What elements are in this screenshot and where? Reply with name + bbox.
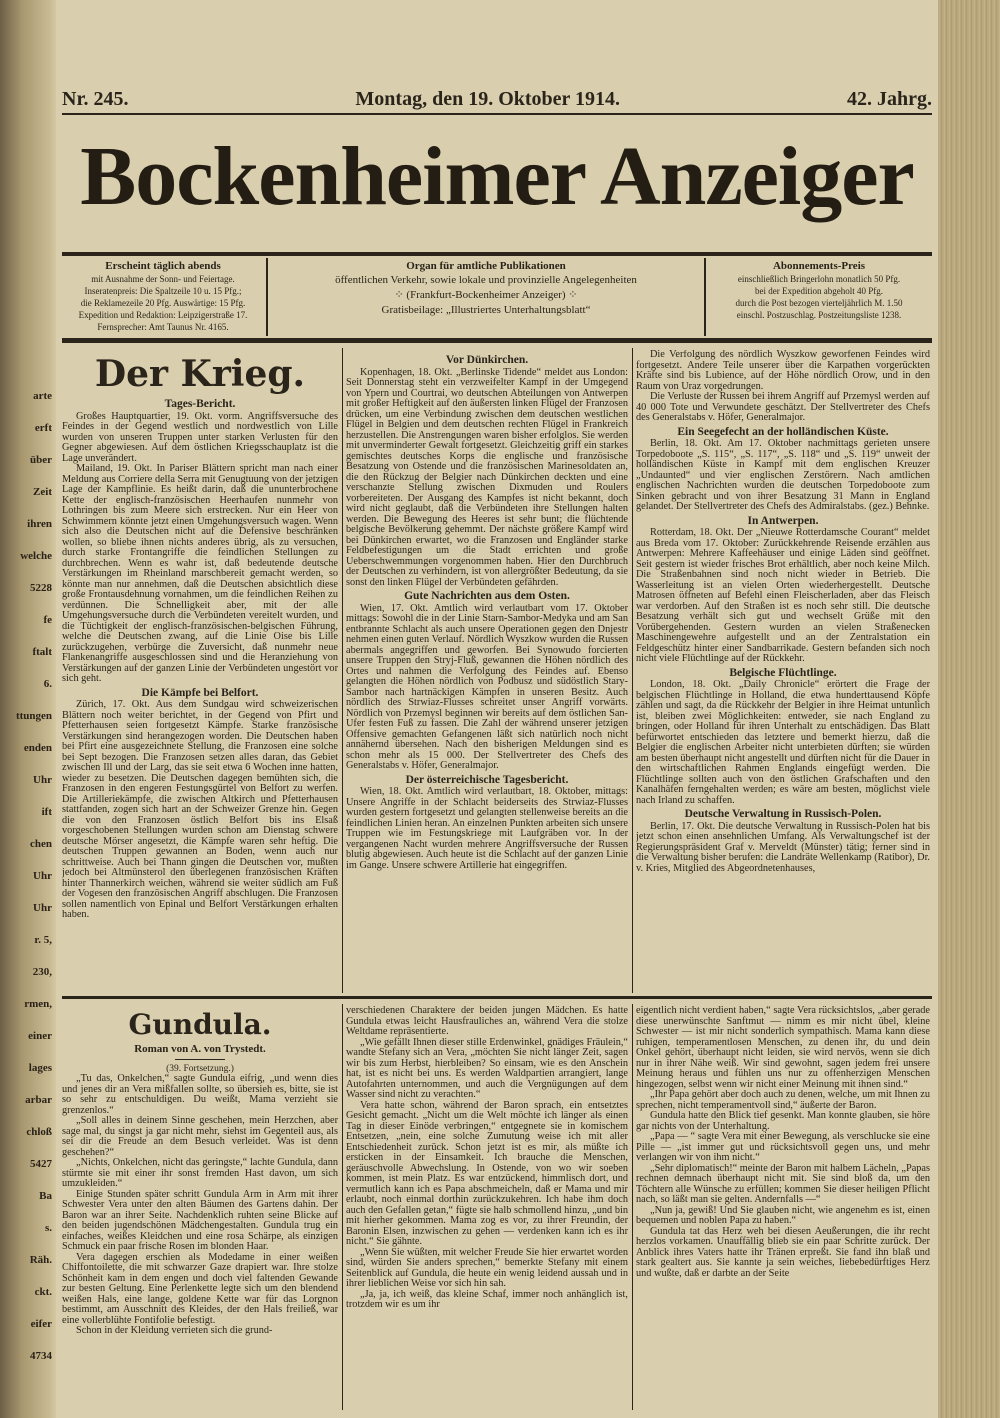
novel-paragraph: Einige Stunden später schritt Gundula Arm in Arm mit ihrer Schwester Vera unter den alten Bäumen des Gartens dahin. Der Baron war an ihrer Seite. Nachdenklich ruhten seine Blicke auf den beiden jugendschönen Mädchengestalten. Gundula trug ein einfaches, weißes Kleidchen und eine rosa Schärpe, als einzigen Schmuck ein paar frische Rosen im blonden Haar. bbox=[62, 1188, 338, 1252]
divider bbox=[62, 113, 932, 115]
novel-installment: (39. Fortsetzung.) bbox=[166, 1063, 234, 1074]
previous-page-fragment: Uhr bbox=[33, 870, 52, 882]
divider bbox=[62, 252, 932, 256]
previous-page-fragment: ift bbox=[41, 806, 52, 818]
previous-page-fragment: r. 5, bbox=[34, 934, 52, 946]
previous-page-fragment: s. bbox=[44, 1222, 52, 1234]
article-paragraph: Wien, 18. Okt. Amtlich wird verlautbart, 18. Oktober, mittags: Unsere Angriffe in der Schlacht beiderseits des Strwiaz-Flusses wurden gestern fortgesetzt und gelangten stellenweise bereits an die feindlichen Linien heran. An einzelnen Punkten arbeiten sich unsere Truppen wie im Festungskriege mit Laufgräben vor. In der vergangenen Nacht wurden mehrere Angriffsversuche der Russen blutig abgewiesen. Auch heute ist die Schlacht auf der ganzen Linie im Gange. Unsere schwere Artillerie hat eingegriffen. bbox=[346, 786, 628, 871]
feuilleton-column-3 bbox=[636, 1006, 930, 1410]
previous-page-fragment: Uhr bbox=[33, 774, 52, 786]
info-line: mit Ausnahme der Sonn- und Feiertage. bbox=[91, 274, 235, 284]
previous-page-fragment: fe bbox=[43, 614, 52, 626]
info-line: einschl. Postzuschlag. Postzeitungsliste 1238. bbox=[736, 310, 902, 320]
article-paragraph: Berlin, 17. Okt. Die deutsche Verwaltung in Russisch-Polen hat bis jetzt schon einen ansehnlichen Umfang. Als Verwaltungschef ist der Regierungspräsident Graf v. Merveldt (Münster) tätig; ferner sind in die Verwaltung bisher berufen: die Landräte Wellenkamp (Ratibor), Dr. v. Kries, Mitglied des Abgeordnetenhauses, bbox=[636, 820, 930, 874]
divider bbox=[266, 258, 268, 336]
issue-number: Nr. 245. bbox=[62, 88, 129, 110]
previous-page-fragment: arte bbox=[33, 390, 52, 402]
divider bbox=[704, 258, 706, 336]
previous-page-fragment: ftalt bbox=[32, 646, 52, 658]
previous-page-fragment: 230, bbox=[32, 966, 52, 978]
column-1 bbox=[62, 348, 338, 993]
article-paragraph: Wien, 17. Okt. Amtlich wird verlautbart vom 17. Oktober mittags: Sowohl die in der Linie Starn-Sambor-Medyka und am San entbrannte Schlacht als auch unsere Operationen gegen den Dnjestr nehmen einen guten Verlauf. Nördlich Wyszkow wurden die Russen abermals angegriffen und geworfen. Bei Synowudo forcierten unsere Truppen den Stryj-Fluß, gewannen die Höhen nördlich des Ortes und nahmen die Verfolgung des Feindes auf. Ebenso gelangten die Höhen nördlich von Podbusz und südöstlich Stary-Sambor nach hartnäckigen Kämpfen in unseren Besitz. Auch nördlich des Strwiaz-Flusses schreitet unser Angriff vorwärts. Nördlich von Przemysl beginnen wir bereits auf dem östlichen San-Ufer festen Fuß zu fassen. Die Zahl der während unserer jetzigen Offensive gemachten Gefangenen läßt sich natürlich noch nicht annähernd übersehen. Nach den bisherigen Meldungen sind es schon mehr als 15 000. Der Stellvertreter des Chefs des Generalstabs v. Höfer, Generalmajor. bbox=[346, 602, 628, 771]
info-line: bei der Expedition abgeholt 40 Pfg. bbox=[755, 286, 883, 296]
article-heading: Tages-Bericht. bbox=[164, 398, 236, 410]
info-line: öffentlichen Verkehr, sowie lokale und provinzielle Angelegenheiten bbox=[335, 274, 637, 286]
info-line: Fernsprecher: Amt Taunus Nr. 4165. bbox=[97, 322, 229, 332]
previous-page-fragment: Zeit bbox=[33, 486, 52, 498]
feuilleton-column-2 bbox=[346, 1006, 628, 1410]
novel-paragraph: verschiedenen Charaktere der beiden jungen Mädchen. Es hatte Gundula etwas leicht Hausfrauliches an, während Vera die stolze Weltdame repräsentierte. bbox=[346, 1006, 628, 1037]
previous-page-fragment: 5228 bbox=[30, 582, 52, 594]
previous-page-fragment: Räh. bbox=[29, 1254, 52, 1266]
divider bbox=[175, 1059, 225, 1060]
novel-paragraph: „Nichts, Onkelchen, nicht das geringste,“ lachte Gundula, dann stürmte sie mit einer ihr sonst fremden Hast davon, um sich umzukleiden.“ bbox=[62, 1157, 338, 1189]
article-paragraph: Kopenhagen, 18. Okt. „Berlinske Tidende“ meldet aus London: Seit Donnerstag steht ein verzweifelter Kampf in der Umgegend von Ypern und Courtrai, wo deutschen Abteilungen von Antwerpen mit großer Heftigkeit auf den äußersten linken Flügel der Franzosen drücken, um eine Verbindung zwischen dem deutschen westlichen Flügel in Belgien und dem deutschen rechten Flügel in Frankreich herzustellen. Die Anstrengungen waren bisher erfolglos. Sie werden mit unverminderter Gewalt fortgesetzt. Gleichzeitig griff ein starkes gemischtes deutsches Korps die englische und französische Besatzung von Ostende und die französischen Marinesoldaten an, die den Rückzug der Belgier nach Dünkirchen deckten und eine verschanzte Stellung zwischen Dixmuden und Roulers vorbereiteten. Der Ausgang des Kampfes ist nicht bekannt, doch wird nicht geglaubt, daß die Verbündeten ihre Stellungen halten werden. Die Bewegung des Heeres ist sehr bunt; die flüchtende belgische Bevölkerung gehemmt. Der nächste größere Kampf wird bei Dünkirchen erwartet, wo die Franzosen und Engländer starke Feldbefestigungen um die Stadt errichten und große Ueberschwemmungen vorgenommen haben. Hier den Durchbruch der Deutschen zu verhindern, ist von allergrößter Bedeutung, da sie sonst den linken Flügel der Verbündeten gefährden. bbox=[346, 366, 628, 588]
info-publication bbox=[62, 260, 264, 336]
novel-paragraph: „Papa — “ sagte Vera mit einer Bewegung, als verschlucke sie eine Pille — „ist immer gut und rücksichtsvoll gegen uns, und mehr verlangen wir von ihm nicht.“ bbox=[636, 1131, 930, 1163]
novel-title: Gundula. bbox=[128, 1008, 272, 1041]
previous-page-fragment: 4734 bbox=[30, 1350, 52, 1362]
article-heading: Die Kämpfe bei Belfort. bbox=[141, 686, 259, 699]
article-heading: Vor Dünkirchen. bbox=[445, 354, 529, 366]
article-heading: In Antwerpen. bbox=[747, 514, 819, 527]
novel-paragraph: Vera hatte schon, während der Baron sprach, ein entsetztes Gesicht gemacht. „Nicht um die Welt möchte ich länger als einen Tag in dieser Einöde verbringen,“ entgegnete sie in komischem Entsetzen, „nein, eine solche Zumutung weise ich mit aller Entschiedenheit zurück. Schon jetzt ist es mir, als müßte ich ersticken in der Einsamkeit. Ich brauche die Menschen, geräuschvolle Abwechslung. In Ostende, von wo wir soeben kommen, ist mein Platz. Es war entzückend, himmlisch dort, und vermutlich kann ich es Papa abschmeicheln, daß er Mama und mir erlaubt, noch einmal dorthin zurückzukehren. Ich habe ihm doch auch den Gefallen getan,“ fügte sie halb schmollend hinzu, „und bin mit hierher gekommen. Mama zog es vor, zu ihrer Freundin, der Baronin Elsen, inzwischen zu gehen — verdenken kann ich es ihr nicht.“ Sie gähnte. bbox=[346, 1099, 628, 1247]
previous-page-fragment: 6. bbox=[43, 678, 52, 690]
article-paragraph: Mailand, 19. Okt. In Pariser Blättern spricht man nach einer Meldung aus Corriere della Serra mit Genugtuung von der jetzigen Lage der Kampflinie. Es heißt darin, daß die ununterbrochene Kette der englisch-französischen Heerhaufen nunmehr von Lothringen bis zum Meere sich erstrecken. Nur ein Heer von Schwimmern könnte jetzt einen Umgehungsversuch wagen. Wenn sich also die Deutschen nicht auf die Defensive beschränken wollen, so bliebe ihnen nichts anderes übrig, als zu versuchen, durch starke Frontangriffe die feindlichen Stellungen zu durchbrechen. Wenn es wahr ist, daß bedeutende deutsche Verstärkungen im Rheinland marschbereit gemacht werden, so könnte man nur annehmen, daß die Deutschen absichtlich diese große Frontausdehnung vornahmen, um die feindlichen Reihen zu verdünnen. Die Schnelligkeit aber, mit der alle Umgehungsversuche durch die Verbündeten vereitelt wurden, und die Tüchtigkeit der englisch-französischen-belgischen Führung, welche die Deutschen zwang, auf die Linie Oise bis Lille zurückzugehen, verbürge die Zuversicht, daß nunmehr neue Flankenangriffe ausgeschlossen sind und die Heranziehung von Verstärkungen auf der ganzen Linie der Verbündeten ungestört vor sich geht. bbox=[62, 463, 338, 684]
article-heading: Belgische Flüchtlinge. bbox=[729, 666, 837, 679]
page-stack-edge bbox=[938, 0, 1000, 1418]
main-headline: Der Krieg. bbox=[94, 353, 306, 395]
novel-paragraph: Schon in der Kleidung verrieten sich die grund- bbox=[76, 1325, 273, 1336]
previous-page-fragment: eifer bbox=[30, 1318, 52, 1330]
article-paragraph: London, 18. Okt. „Daily Chronicle“ erörtert die Frage der belgischen Flüchtlinge in Holland, die etwa hunderttausend Köpfe zählen und sagt, da die Rückkehr der Belgier in ihre Heimat untunlich ist, bleiben zwei Möglichkeiten: entweder, sie nach England zu bringen, oder Holland für ihren Unterhalt zu entschädigen. Das Blatt befürwortet entschieden das letztere und bemerkt hierzu, daß die Belgier die englischen Arbeiter nicht unterbieten dürften; sie würden am besten überhaupt nicht angestellt und dürften nicht für die Dauer in den wirtschaftlichen Rahmen Englands eingefügt werden. Die Flüchtlinge sollten auch von den östlichen Grafschaften und den Kanalhäfen ferngehalten werden; es wäre am besten, möglichst viele nach Irland zu schaffen. bbox=[636, 679, 930, 806]
novel-paragraph: Vera dagegen erschien als Modedame in einer weißen Chiffontoilette, die mit schwarzer Gaze drapiert war. Ihre stolze Schönheit kam in dem engen und doch viel faltenden Gewande zur besten Geltung. Eine Perlenkette legte sich um den blendend weißen Hals, eine lange, goldene Kette war für das Lorgnon bestimmt, am Ausschnitt des Kleides, der den Hals freiließ, war eine vollerblühte Fontifolie befestigt. bbox=[62, 1251, 338, 1326]
column-divider bbox=[632, 348, 633, 993]
article-paragraph: Zürich, 17. Okt. Aus dem Sundgau wird schweizerischen Blättern noch weiter berichtet, in der Gegend von Pfirt und Pfetterhausen seien fortgesetzt Kämpfe. Starke französische Verstärkungen sind herangezogen worden. Die Deutschen haben bei Pfirt eine ausgezeichnete Stellung, die Franzosen eine solche bei Sept bezogen. Die Franzosen setzen alles daran, das Gebiet zwischen Ill und der Larg, das sie seit etwa 6 Wochen inne hatten, wieder zu besetzen. Die Deutschen dagegen bemühten sich, die Franzosen in den engeren Festungsgürtel von Belfort zu werfen. Die Artilleriekämpfe, die zwischen Altkirch und Pfetterhausen stattfanden, zogen sich hart an der Schweizer Grenze hin. Gegen die von den Franzosen östlich Belfort bis ins Elsaß vorgeschobenen Stellungen wurden schon am Dienstag schwere deutsche Mörser angesetzt, die Kämpfe waren sehr heftig. Die deutschen Truppen gewannen an Boden, wenn auch nur schrittweise. Auch bei Thann gingen die Deutschen vor, mußten jedoch bei Altmünsterol den überlegenen französischen Kräften hinter Thannerkirch weichen, während sie weiter südlich am Fuß der Vogesen den französischen Angriff abschlugen. Die Franzosen sollen namentlich von Epinal und Belfort Verstärkungen erhalten haben. bbox=[62, 699, 338, 920]
previous-page-fragment: ckt. bbox=[34, 1286, 52, 1298]
newspaper-page bbox=[56, 0, 938, 1418]
column-divider bbox=[342, 1004, 343, 1410]
novel-paragraph: „Wie gefällt Ihnen dieser stille Erdenwinkel, gnädiges Fräulein,“ wandte Stefany sich an Vera, „möchten Sie nicht länger Zeit, sagen wir bis zum Herbst, hierbleiben? So einsam, wie es den Anschein hat, ist es nicht bei uns. Es werden Waldpartien arrangiert, lange Autofahrten unternommen, und auch die Vergnügungen auf dem Wasser sind nicht zu verachten.“ bbox=[346, 1036, 628, 1100]
previous-page-fragment: ttungen bbox=[15, 710, 52, 722]
novel-paragraph: „Sehr diplomatisch!“ meinte der Baron mit halbem Lächeln, „Papas rechnen demnach überhaupt nicht mit. Sie sind bloß da, um den Töchtern alle Wünsche zu erfüllen; kommen Sie dieser heiligen Pflicht nach, so läßt man sie gelten. Andernfalls —“ bbox=[636, 1162, 930, 1205]
article-paragraph: Großes Hauptquartier, 19. Okt. vorm. Angriffsversuche des Feindes in der Gegend westlich und nordwestlich von Lille wurden von unseren Truppen unter starken Verlusten für den Gegner abgewiesen. Auf dem östlichen Kriegsschauplatz ist die Lage unverändert. bbox=[62, 410, 338, 464]
article-paragraph: Rotterdam, 18. Okt. Der „Nieuwe Rotterdamsche Courant“ meldet aus Breda vom 17. Oktober: Zurückkehrende Reisende erzählen aus Antwerpen: Mehrere Kaffeehäuser und einige Läden sind geöffnet. Seit gestern ist wieder frisches Brot erhältlich, aber noch keine Milch. Die Straßenbahnen sind noch nicht wieder in Betrieb. Die Wasserleitung ist an vielen Orten wiederhergestellt. Deutsche Matrosen öffneten auf Befehl einen Fleischerladen, aber das Fleisch war verdorben. Auf den Straßen ist es noch sehr still. Die deutsche Besatzung verhält sich gut und wechselt Grüße mit den Vorübergehenden. Gestern wurden an vielen Straßenecken Maschinengewehre aufgestellt und an der Zentralstation ein Feldgeschütz hinter einer Sandbarrikade. Gestern befanden sich noch nicht viele Flüchtlinge auf der Rückkehr. bbox=[636, 527, 930, 664]
previous-page-fragment: chloß bbox=[26, 1126, 52, 1138]
article-paragraph: Die Verfolgung des nördlich Wyszkow geworfenen Feindes wird fortgesetzt. Andere Teile unserer über die Karpathen vorgerückten Kräfte sind bis Lubience, auf der Höhe nördlich Orow, und in den Raum von Uraz vorgedrungen. bbox=[636, 350, 930, 392]
info-line: die Reklamezeile 20 Pfg. Auswärtige: 15 Pfg. bbox=[80, 298, 246, 308]
novel-paragraph: „Wenn Sie wüßten, mit welcher Freude Sie hier erwartet worden sind, würden Sie anders sprechen,“ bemerkte Stefany mit einem Seitenblick auf Gundula, die heute ein wenig leidend aussah und in ihrer lieblichen Weise vor sich hin sah. bbox=[346, 1246, 628, 1289]
info-line: Inseratenpreis: Die Spaltzeile 10 u. 15 Pfg.; bbox=[84, 286, 242, 296]
novel-paragraph: „Nun ja, gewiß! Und Sie glauben nicht, wie angenehm es ist, einen bequemen und noblen Papa zu haben.“ bbox=[636, 1204, 930, 1226]
column-divider bbox=[632, 1004, 633, 1410]
article-heading: Der österreichische Tagesbericht. bbox=[405, 773, 569, 786]
info-line: Erscheint täglich abends bbox=[105, 260, 221, 272]
previous-page-fragment: arbar bbox=[25, 1094, 52, 1106]
previous-page-fragment: lages bbox=[28, 1062, 52, 1074]
newspaper-name: Bockenheimer Anzeiger bbox=[80, 130, 914, 223]
column-divider bbox=[342, 348, 343, 993]
novel-paragraph: Gundula hatte den Blick tief gesenkt. Man konnte glauben, sie höre gar nichts von der Unterhaltung. bbox=[636, 1110, 930, 1132]
previous-page-fragment: ihren bbox=[27, 518, 52, 530]
novel-paragraph: „Ja, ja, ich weiß, das kleine Schaf, immer noch anhänglich ist, trotzdem wir es um ihr bbox=[346, 1288, 628, 1310]
article-paragraph: Die Verluste der Russen bei ihrem Angriff auf Przemysl werden auf 40 000 Tote und Verwundete geschätzt. Der Stellvertreter des Chefs des Generalstabs v. Höfer, Generalmajor. bbox=[636, 391, 930, 423]
novel-paragraph: „Soll alles in deinem Sinne geschehen, mein Herzchen, aber sage mal, du singst ja gar nicht mehr, siehst im Gegenteil aus, als sei dir die Freude an dem Besuch verleidet. Was ist denn geschehen?“ bbox=[62, 1115, 338, 1158]
novel-paragraph: Gundula tat das Herz weh bei diesen Aeußerungen, die ihr recht herzlos vorkamen. Unauffällig blieb sie ein paar Schritte zurück. Der Anblick ihres Vaters hatte ihr Tränen erpreßt. Sie fand ihn blaß und stark gealtert aus. Sie kannte ja sein weiches, liebebedürftiges Herz und wußte, daß er darbte an der Seite bbox=[636, 1225, 930, 1279]
novel-paragraph: eigentlich nicht verdient haben,“ sagte Vera rücksichtslos, „aber gerade diese unerwünschte Sanftmut — nimm es mir nicht übel, kleine Schwester — ist mir nicht sonderlich sympathisch. Mama kann diese ruhigen, temperamentlosen Menschen, zu denen ihr, du und dein Onkel gehört, überhaupt nicht leiden, sie wird nervös, wenn sie dich nur in ihrer Nähe weiß. Wir sind gewohnt, sagen jedem frei unsere Meinung heraus und fühlen uns nur zu offenherzigen Menschen hingezogen, selbst wenn wir nicht einer Meinung mit ihnen sind.“ bbox=[636, 1006, 930, 1090]
info-line: Organ für amtliche Publikationen bbox=[406, 260, 566, 272]
novel-paragraph: „Tu das, Onkelchen,“ sagte Gundula eifrig, „und wenn dies und jenes dir an Vera mißfallen sollte, so übersieh es, bitte, sie ist so sehr zu entschuldigen. Du weißt, Mama verzieht sie grenzenlos.“ bbox=[62, 1073, 338, 1116]
previous-page-fragment: chen bbox=[30, 838, 52, 850]
previous-page-fragment: über bbox=[30, 454, 52, 466]
info-line: einschließlich Bringerlohn monatlich 50 Pfg. bbox=[737, 274, 901, 284]
info-line: durch die Post bezogen vierteljährlich M. 1.50 bbox=[735, 298, 903, 308]
issue-date: Montag, den 19. Oktober 1914. bbox=[355, 88, 621, 110]
feuilleton-divider bbox=[62, 996, 932, 999]
article-heading: Gute Nachrichten aus dem Osten. bbox=[404, 590, 570, 602]
previous-page-fragment: welche bbox=[20, 550, 52, 562]
column-3 bbox=[636, 350, 930, 993]
binding-edge bbox=[0, 0, 56, 1418]
previous-page-fragment: einer bbox=[28, 1030, 52, 1042]
info-line: ⁘ (Frankfurt-Bockenheimer Anzeiger) ⁘ bbox=[394, 289, 578, 301]
previous-page-fragment: Ba bbox=[39, 1190, 52, 1202]
info-organ bbox=[270, 260, 702, 336]
novel-paragraph: „Ihr Papa gehört aber doch auch zu denen, welche, um mit Ihnen zu sprechen, nicht temperamentvoll sind,“ äußerte der Baron. bbox=[636, 1089, 930, 1111]
masthead-title bbox=[56, 122, 938, 248]
novel-author: Roman von A. von Trystedt. bbox=[134, 1043, 266, 1055]
info-line: Abonnements-Preis bbox=[772, 260, 866, 272]
article-heading: Ein Seegefecht an der holländischen Küste. bbox=[677, 425, 889, 438]
masthead-dateline bbox=[62, 88, 932, 111]
feuilleton-column-1 bbox=[62, 1006, 338, 1410]
previous-page-fragment: rmen, bbox=[24, 998, 52, 1010]
column-2 bbox=[346, 352, 628, 993]
volume-year: 42. Jahrg. bbox=[847, 88, 932, 110]
previous-page-fragment: erft bbox=[34, 422, 52, 434]
divider bbox=[62, 338, 932, 343]
previous-page-fragment: Uhr bbox=[33, 902, 52, 914]
previous-page-fragment: 5427 bbox=[30, 1158, 52, 1170]
article-heading: Deutsche Verwaltung in Russisch-Polen. bbox=[684, 808, 882, 820]
info-subscription bbox=[708, 260, 930, 336]
article-paragraph: Berlin, 18. Okt. Am 17. Oktober nachmittags gerieten unsere Torpedoboote „S. 115“, „S. 117“, „S. 118“ und „S. 119“ unweit der holländischen Küste in Kampf mit dem englischen Kreuzer „Undaunted“ und vier englischen Zerstörern. Nach amtlichen englischen Nachrichten wurden die deutschen Torpedoboote zum Sinken gebracht und von ihrer Besatzung 31 Mann in England gelandet. Der Stellvertreter des Chefs des Admiralstabs. (gez.) Behnke. bbox=[636, 438, 930, 512]
previous-page-fragment: enden bbox=[23, 742, 52, 754]
info-line: Gratisbeilage: „Illustriertes Unterhaltungsblatt“ bbox=[381, 304, 591, 316]
info-line: Expedition und Redaktion: Leipzigerstraße 17. bbox=[78, 310, 248, 320]
